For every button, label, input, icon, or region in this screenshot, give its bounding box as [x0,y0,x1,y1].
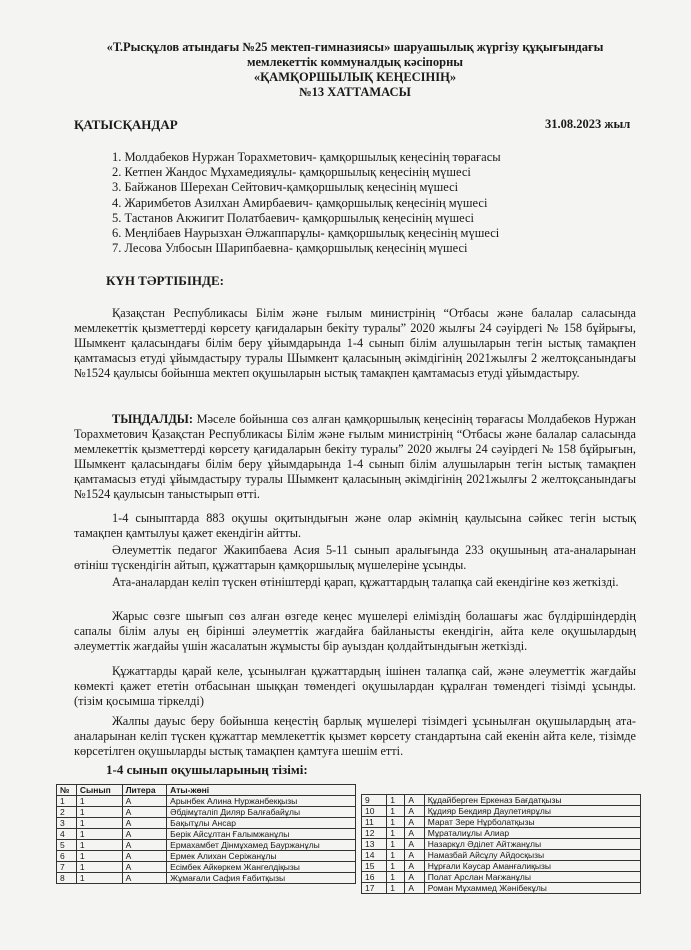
col-number: № [57,785,77,796]
cell-number: 4 [57,829,77,840]
table-row [362,828,641,839]
student-table-right [361,794,641,894]
cell-name: Полат Арслан Мағжанұлы [424,872,640,883]
cell-letter: А [405,817,424,828]
cell-name: Мұраталиұлы Алиар [424,828,640,839]
cell-number: 5 [57,840,77,851]
member-item: 3. Байжанов Шерехан Сейтович-қамқоршылық кеңесінің мүшесі [112,180,459,195]
cell-name: Марат Зере Нұрболатқызы [424,817,640,828]
header-council-title: «ҚАМҚОРШЫЛЫҚ КЕҢЕСІНІҢ» [253,70,457,84]
table-row [362,861,641,872]
others-paragraph: Жарыс сөзге шығып сөз алған өзгеде кеңес мүшелері еліміздің болашағы жас бүлдіршіндердің сапалы білім алуы ең бірінші әлеуметтік жағдайға байланысты екендігін, айта келе оқушылардың әлеуметтік жағдайы үшін жасалатын жұмысты бір ауыздан қолдайтындығын жеткізді. [74,609,636,654]
cell-name: Ермек Алихан Серіжанұлы [167,851,356,862]
cell-letter: А [122,818,167,829]
cell-number: 16 [362,872,387,883]
table-row [57,807,356,818]
cell-name: Роман Мұхаммед Жәнібекұлы [424,883,640,894]
table-row [362,850,641,861]
cell-class: 1 [387,817,405,828]
cell-number: 14 [362,850,387,861]
cell-name: Назаркұл Әділет Айтжанұлы [424,839,640,850]
table-row [57,796,356,807]
col-letter: Литера [122,785,167,796]
table-row [362,839,641,850]
cell-number: 15 [362,861,387,872]
header-org-line1: «Т.Рысқұлов атындағы №25 мектеп-гимназиясы» шаруашылық жүргізу құқығындағы [106,40,604,54]
cell-name: Есімбек Айкөркем Жангелдіқызы [167,862,356,873]
cell-class: 1 [387,883,405,894]
table-row [57,829,356,840]
cell-name: Жұмағали Сафия Ғабитқызы [167,873,356,884]
cell-name: Арынбек Алина Нуржанбекқызы [167,796,356,807]
member-item: 6. Меңлібаев Наурызхан Әлжаппарұлы- қамқоршылық кеңесінің мүшесі [112,226,500,241]
cell-number: 2 [57,807,77,818]
document-date: 31.08.2023 жыл [545,117,631,131]
review-paragraph: Құжаттарды қарай келе, ұсынылған құжаттардың ішінен талапқа сай, және әлеуметтік жағдайы көмекті қажет ететін отбасынан шыққан төмендегі оқушылардан құралған төмендегі тізімді ұсынды. (тізім қосымша тіркелді) [74,664,636,709]
members-list [112,150,501,256]
cell-class: 1 [76,796,122,807]
cell-number: 11 [362,817,387,828]
cell-class: 1 [387,839,405,850]
pedagog-paragraph: Әлеуметтік педагог Жакипбаева Асия 5-11 сынып аралығында 233 оқушының ата-аналарынан өтініш түскендігін айтып, құжаттарын қамқоршылық мүшелеріне ұсынды. [74,543,636,573]
table-row [362,883,641,894]
col-name: Аты-жөні [167,785,356,796]
member-item: 4. Жаримбетов Азилхан Амирбаевич- қамқоршылық кеңесінің мүшесі [112,195,488,210]
table-row [57,840,356,851]
cell-letter: А [405,861,424,872]
member-item: 2. Кетпен Жандос Мұхамедияұлы- қамқоршылық кеңесінің мүшесі [112,165,471,180]
table-row [57,851,356,862]
cell-letter: А [405,872,424,883]
student-list-title: 1-4 сынып оқушыларының тізімі: [106,762,308,777]
student-table-left [56,784,356,884]
cell-letter: А [122,862,167,873]
cell-letter: А [122,851,167,862]
cell-class: 1 [387,828,405,839]
cell-letter: А [122,840,167,851]
col-class: Сынып [76,785,122,796]
cell-letter: А [405,850,424,861]
cell-name: Бақытұлы Ансар [167,818,356,829]
header-protocol-number: №13 ХАТТАМАСЫ [299,85,411,99]
cell-name: Берік Айсұлтан Ғалымжанұлы [167,829,356,840]
table-row [57,862,356,873]
table-row [362,795,641,806]
cell-class: 1 [76,807,122,818]
cell-letter: А [405,839,424,850]
documents-paragraph: Ата-аналардан келіп түскен өтініштерді қарап, құжаттардың талапқа сай екендігіне көз жеткізді. [112,575,619,589]
cell-name: Нұрғали Кәусар Аманғалиқызы [424,861,640,872]
cell-letter: А [405,795,424,806]
heard-text: Мәселе бойынша сөз алған қамқоршылық кеңесінің төрағасы Молдабеков Нуржан Торахметович Қазақстан Республикасы Білім және ғылым министрінің “Отбасы және балалар саласында мемлекеттік қызметтерді көрсету қағидаларын бекіту туралы” 2020 жылғы 24 сәуірдегі № 158 бұйрығын, Шымкент қаласындағы білім беру ұйымдарында 1-4 сынып білім алушыларын тегін ыстық тамақпен қамтамасыз етуді ұйымдастыру туралы Шымкент қаласының әкімдігінің 2021жылғы 2 желтоқсанындағы №1524 қаулысын таныстырып өтті. [74,412,636,502]
cell-class: 1 [76,840,122,851]
cell-number: 7 [57,862,77,873]
cell-letter: А [122,829,167,840]
member-item: 1. Молдабеков Нуржан Торахметович- қамқоршылық кеңесінің төрағасы [112,150,501,164]
table-header-row [57,785,356,796]
cell-number: 3 [57,818,77,829]
cell-class: 1 [387,872,405,883]
agenda-label: КҮН ТӘРТІБІНДЕ: [106,273,224,288]
agenda-paragraph: Қазақстан Республикасы Білім және ғылым министрінің “Отбасы және балалар саласында мемлекеттік қызметтерді көрсету қағидаларын бекіту туралы” 2020 жылғы 24 сәуірдегі № 158 бұйрығы, Шымкент қаласындағы білім беру ұйымдарында 1-4 сынып білім алушыларын тегін ыстық тамақпен қамтамасыз етуді ұйымдастыру туралы Шымкент қаласының әкімдігінің 2021жылғы 2 желтоқсанындағы №1524 қаулысы бойынша мектеп оқушыларын ыстық тамақпен қамтамасыз етуді ұйымдастыру. [74,306,636,381]
cell-number: 13 [362,839,387,850]
table-row [362,872,641,883]
cell-number: 17 [362,883,387,894]
students-paragraph: 1-4 сыныптарда 883 оқушы оқитындығын және олар әкімнің қаулысына сәйкес тегін ыстық тамақпен қамтылуы қажет екендігін айтты. [74,511,636,541]
cell-letter: А [405,883,424,894]
table-row [362,817,641,828]
cell-class: 1 [387,806,405,817]
cell-letter: А [122,873,167,884]
cell-name: Құдияр Бекдияр Даулетиярұлы [424,806,640,817]
cell-letter: А [405,828,424,839]
cell-number: 12 [362,828,387,839]
cell-number: 6 [57,851,77,862]
heard-label: ТЫҢДАЛДЫ: [112,412,193,426]
cell-class: 1 [387,861,405,872]
cell-letter: А [405,806,424,817]
heard-paragraph [74,412,636,503]
cell-letter: А [122,807,167,818]
cell-class: 1 [76,873,122,884]
cell-number: 1 [57,796,77,807]
cell-class: 1 [387,850,405,861]
vote-paragraph: Жалпы дауыс беру бойынша кеңестің барлық мүшелері тізімдегі ұсынылған оқушылардың ата-аналарынан келіп түскен құжаттар мемлекеттік қызмет көрсету стандартына сай екенін айта келе, тізімде көрсетілген оқушыларды ыстық тамақпен қамтуға шешім етті. [74,714,636,759]
table-row [57,818,356,829]
cell-number: 10 [362,806,387,817]
member-item: 5. Тастанов Акжигит Полатбаевич- қамқоршылық кеңесінің мүшесі [112,210,475,225]
cell-class: 1 [76,818,122,829]
cell-name: Құдайберген Еркеназ Бағдатқызы [424,795,640,806]
table-row [362,806,641,817]
cell-name: Әбдімұталіп Диляр Балғабайұлы [167,807,356,818]
cell-class: 1 [76,829,122,840]
participants-label: ҚАТЫСҚАНДАР [74,117,178,132]
cell-class: 1 [387,795,405,806]
cell-letter: А [122,796,167,807]
cell-name: Намазбай Айсұлу Айдосқызы [424,850,640,861]
header-org-line2: мемлекеттік коммуналдық кәсіпорны [246,55,464,69]
cell-class: 1 [76,851,122,862]
cell-class: 1 [76,862,122,873]
cell-name: Ермахамбет Дінмұхамед Бауржанұлы [167,840,356,851]
cell-number: 9 [362,795,387,806]
cell-number: 8 [57,873,77,884]
member-item: 7. Лесова Улбосын Шарипбаевна- қамқоршылық кеңесінің мүшесі [112,241,468,256]
table-row [57,873,356,884]
